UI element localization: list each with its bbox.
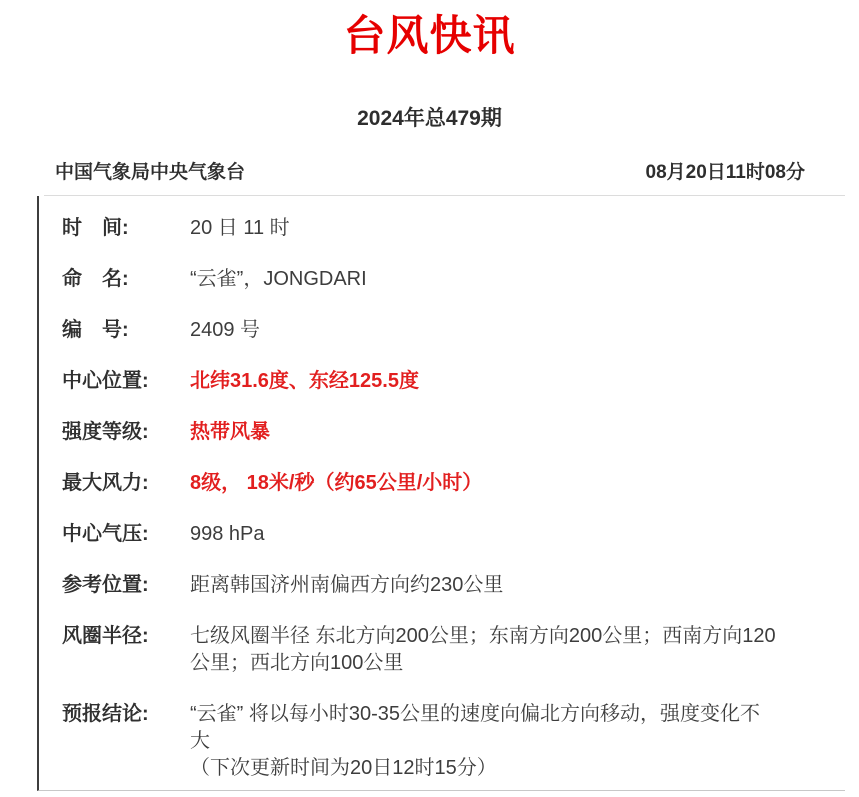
row-label: 最大风力: bbox=[62, 472, 149, 494]
row-label: 中心位置: bbox=[62, 370, 149, 392]
value-line: 8级， 18米/秒（约65公里/小时） bbox=[190, 472, 483, 494]
publish-datetime: 08月20日11时08分 bbox=[645, 162, 805, 183]
bulletin-row bbox=[62, 317, 845, 344]
bulletin-row bbox=[62, 572, 845, 599]
value-line: 2409 号 bbox=[190, 319, 261, 341]
row-label: 参考位置: bbox=[62, 574, 149, 596]
bulletin-row bbox=[62, 419, 845, 446]
row-value bbox=[190, 368, 845, 395]
bulletin-table bbox=[37, 196, 845, 791]
value-line: （下次更新时间为20日12时15分） bbox=[190, 757, 497, 779]
value-line: 北纬31.6度、东经125.5度 bbox=[190, 370, 419, 392]
row-label: 预报结论: bbox=[62, 703, 149, 725]
value-line: 20 日 11 时 bbox=[190, 217, 290, 239]
value-line: 距离韩国济州南偏西方向约230公里 bbox=[190, 574, 504, 596]
row-value bbox=[190, 317, 845, 344]
agency-name: 中国气象局中央气象台 bbox=[55, 162, 246, 183]
row-label: 中心气压: bbox=[62, 523, 149, 545]
row-value bbox=[190, 572, 845, 599]
row-label: 风圈半径: bbox=[62, 625, 149, 647]
row-label: 命 名: bbox=[62, 268, 129, 290]
bulletin-row bbox=[62, 701, 845, 782]
row-value bbox=[190, 266, 845, 293]
bulletin-header bbox=[0, 160, 859, 186]
value-line: “云雀”，JONGDARI bbox=[190, 268, 367, 290]
row-value bbox=[190, 215, 845, 242]
bulletin-row bbox=[62, 470, 845, 497]
row-value bbox=[190, 419, 845, 446]
row-label: 编 号: bbox=[62, 319, 129, 341]
value-line: 七级风圈半径 东北方向200公里；东南方向200公里；西南方向120 bbox=[190, 625, 776, 647]
value-line: 998 hPa bbox=[190, 523, 265, 545]
row-value bbox=[190, 623, 845, 677]
bulletin-row bbox=[62, 215, 845, 242]
row-value bbox=[190, 701, 845, 782]
row-value bbox=[190, 470, 845, 497]
row-label: 强度等级: bbox=[62, 421, 149, 443]
value-line: 热带风暴 bbox=[190, 421, 270, 443]
value-line: “云雀” 将以每小时30-35公里的速度向偏北方向移动，强度变化不 bbox=[190, 703, 761, 725]
page-title: 台风快讯 bbox=[343, 12, 516, 59]
bulletin-row bbox=[62, 368, 845, 395]
value-line: 大 bbox=[190, 730, 210, 752]
bulletin-row bbox=[62, 521, 845, 548]
issue-number: 2024年总479期 bbox=[357, 107, 502, 130]
bulletin-row bbox=[62, 623, 845, 677]
row-label: 时 间: bbox=[62, 217, 129, 239]
value-line: 公里；西北方向100公里 bbox=[190, 652, 404, 674]
bulletin-row bbox=[62, 266, 845, 293]
row-value bbox=[190, 521, 845, 548]
